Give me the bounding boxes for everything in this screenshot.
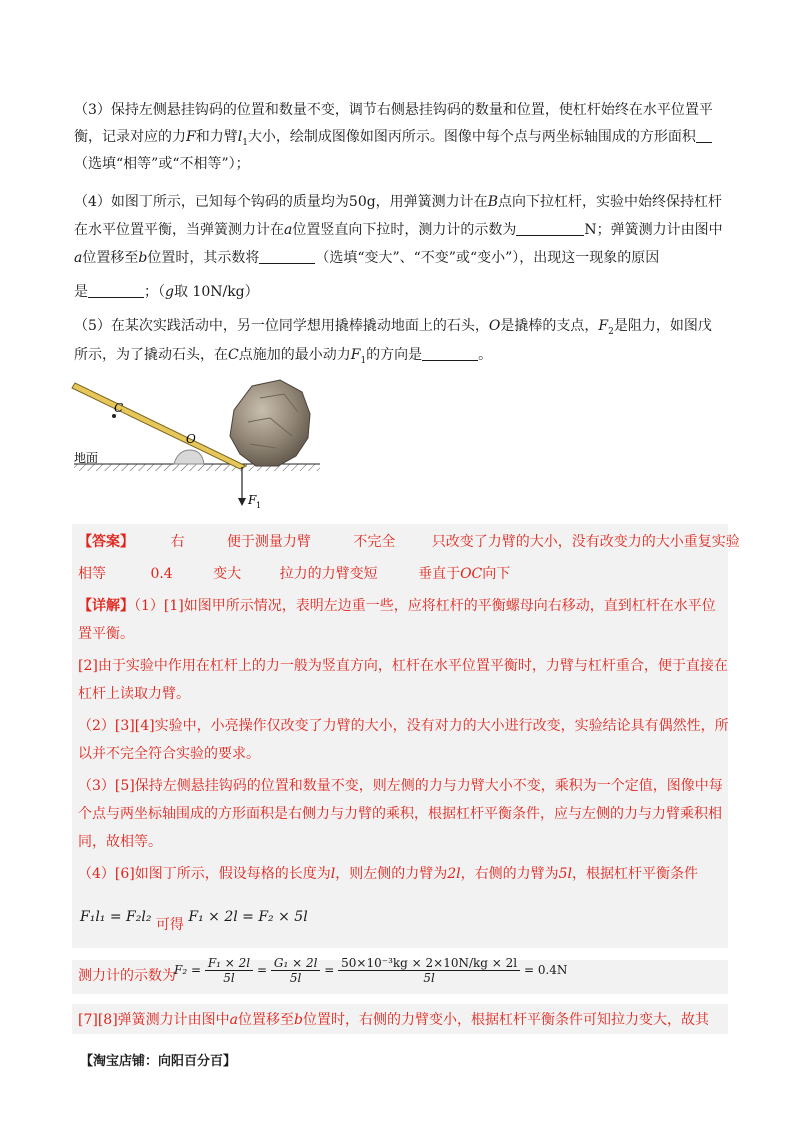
detail-p5-line-1: （4）[6]如图丁所示，假设每格的长度为l，则左侧的力臂为2l，右侧的力臂为5l，根据杠杆平衡条件: [78, 866, 699, 882]
detail-p6-line-1: [7][8]弹簧测力计由图中a位置移至b位置时，右侧的力臂变小，根据杠杆平衡条件可知拉力变大，故其: [78, 1012, 709, 1028]
q5-line-1: （5）在某次实践活动中，另一位同学想用撬棒撬动地面上的石头，O是撬棒的支点，$F_2$是阻力，如图戊: [74, 318, 712, 337]
q3-line-1: （3）保持左侧悬挂钩码的位置和数量不变，调节右侧悬挂钩码的数量和位置，使杠杆始终在水平位置平: [74, 102, 713, 118]
formula-meter: F₂ = $\frac{\text{F₁ × 2l}}{5l}$ = $\frac{\text{G₁ × 2l}}{5l}$ = $\frac{\text{50×10⁻³kg × 2×10N/kg × 2l}}{5l}$ = 0.4N: [174, 956, 568, 985]
q4-line-2: 在水平位置平衡，当弹簧测力计在a位置竖直向下拉时，测力计的示数为 N；弹簧测力计由图中: [74, 222, 723, 238]
lever-figure: [70, 378, 330, 518]
label-f: F: [248, 493, 257, 507]
detail-p3-line-2: 以并不完全符合实验的要求。: [78, 746, 260, 762]
detail-meter-text: 测力计的示数为: [78, 968, 176, 984]
detail-p1-line-1: 【详解】（1）[1]如图甲所示情况，表明左边重一些，应将杠杆的平衡螺母向右移动，直到杠杆在水平位: [78, 598, 716, 614]
detail-p4-line-3: 同，故相等。: [78, 834, 162, 850]
detail-p2-line-1: [2]由于实验中作用在杠杆上的力一般为竖直方向，杠杆在水平位置平衡时，力臂与杠杆重合，便于直接在: [78, 658, 728, 674]
footer-shop: 【淘宝店铺：向阳百分百】: [80, 1054, 237, 1069]
label-f-sub: 1: [256, 501, 262, 510]
q5-line-2: 所示，为了撬动石头，在C点施加的最小动力$F_1$的方向是 。: [74, 347, 493, 366]
answer-blank: [516, 221, 584, 236]
label-ground: 地面: [74, 451, 99, 465]
answer-blank: [422, 346, 478, 361]
fulcrum-stone: [174, 450, 204, 464]
answer-line-1: 【答案】 右 便于测量力臂 不完全 只改变了力臂的大小，没有改变力的大小重复实验: [78, 534, 740, 550]
rock: [230, 380, 310, 466]
detail-p4-line-2: 个点与两坐标轴围成的方形面积是右侧力与力臂的乘积，根据杠杆平衡条件，应与左侧的力与力臂乘积相: [78, 806, 722, 822]
q3-line-2: 衡，记录对应的力F和力臂$l_1$大小，绘制成图像如图丙所示。图像中每个点与两坐标轴围成的方形面积: [74, 127, 712, 153]
answer-line-2: 相等 0.4 变大 拉力的力臂变短 垂直于OC向下: [78, 566, 511, 582]
detail-p4-line-1: （3）[5]保持左侧悬挂钩码的位置和数量不变，则左侧的力与力臂大小不变，乘积为一个定值，图像中每: [78, 778, 723, 794]
label-c: C: [114, 401, 124, 415]
answer-blank: [696, 128, 712, 143]
q3-line-3: （选填“相等”或“不相等”）；: [74, 156, 250, 172]
formula-balance: F₁l₁ = F₂l₂ 可得 F₁ × 2l = F₂ × 5l: [80, 909, 308, 933]
label-o: O: [186, 432, 196, 446]
detail-p2-line-2: 杠杆上读取力臂。: [78, 686, 190, 702]
answer-box: [72, 524, 728, 948]
q4-line-1: （4）如图丁所示，已知每个钩码的质量均为50g，用弹簧测力计在B点向下拉杠杆，实验中始终保持杠杆: [74, 194, 722, 210]
q4-line-3: a位置移至b位置时，其示数将 （选填“变大”、“不变”或“变小”），出现这一现象的原因: [74, 250, 660, 266]
detail-p1-line-2: 置平衡。: [78, 626, 134, 642]
answer-blank: [259, 249, 315, 264]
q4-line-4: 是 ；（g取 10N/kg）: [74, 284, 259, 300]
detail-p3-line-1: （2）[3][4]实验中，小亮操作仅改变了力臂的大小，没有对力的大小进行改变，实验结论具有偶然性，所: [78, 718, 729, 734]
answer-blank: [88, 283, 144, 298]
lever-bar: [72, 383, 246, 469]
ground-hatch: [74, 464, 320, 471]
force-arrow-head: [238, 498, 246, 506]
